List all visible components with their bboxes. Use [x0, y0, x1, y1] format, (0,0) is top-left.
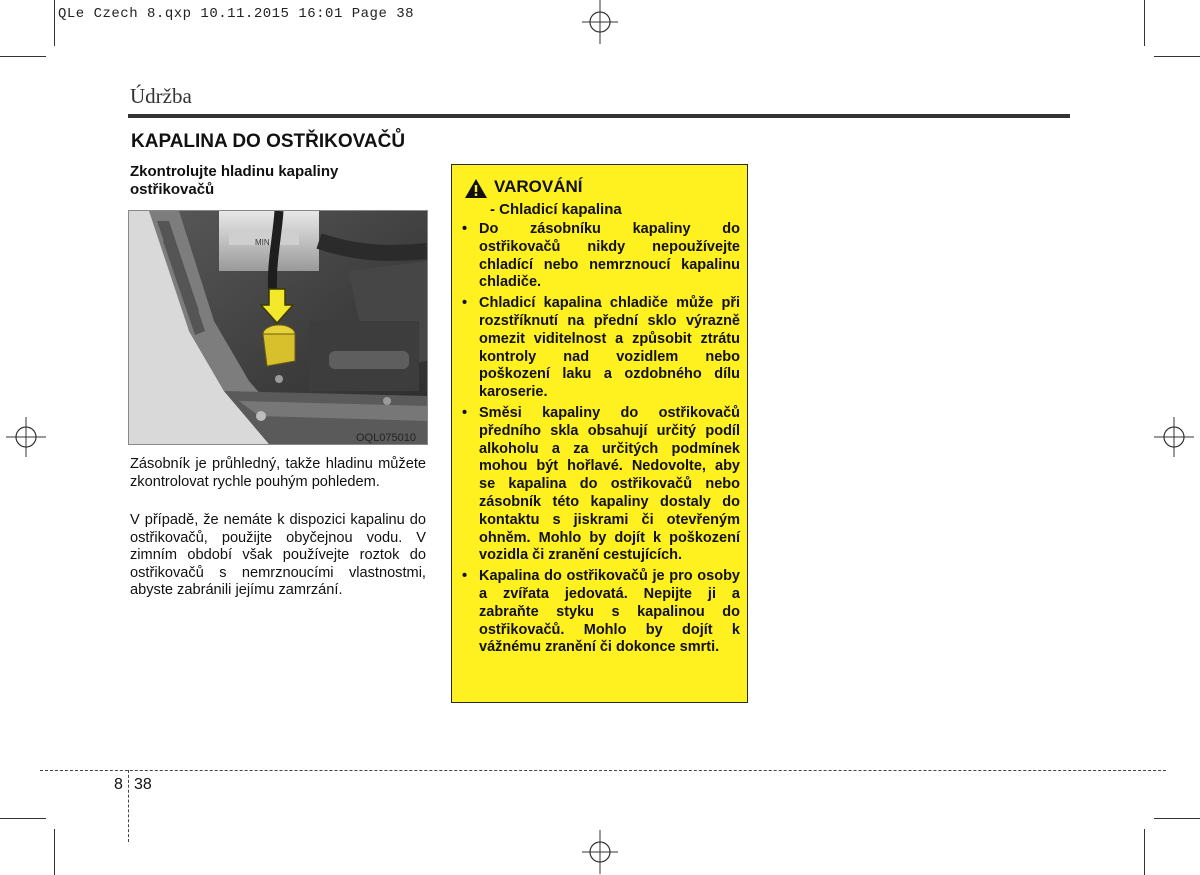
photo-embossed-label: MIN — [255, 238, 270, 247]
photo-code: OQL075010 — [356, 432, 416, 444]
warning-box — [451, 164, 748, 703]
trim-mark — [54, 829, 55, 875]
trim-mark — [1144, 829, 1145, 875]
body-paragraph: Zásobník je průhledný, takže hladinu můžete zkontrolovat rychle pouhým pohledem. — [130, 456, 426, 490]
warning-item — [461, 221, 740, 292]
trim-mark — [0, 56, 46, 57]
warning-triangle-icon — [464, 178, 488, 199]
registration-mark-icon — [578, 830, 622, 874]
section-rule — [128, 114, 1070, 118]
chapter-number: 8 — [114, 776, 123, 793]
page-number: 38 — [134, 776, 152, 793]
subheading: Zkontrolujte hladinu kapaliny ostřikovačů — [130, 163, 339, 198]
warning-item — [461, 568, 740, 657]
bullet: • — [462, 295, 468, 312]
warning-item-text: Chladicí kapalina chladiče může při rozstříknutí na přední sklo výrazně omezit viditelnost a způsobit ztrátu kontroly nad vozidlem nebo poškození laku a ozdobného dílu karoserie. — [479, 295, 740, 401]
bullet: • — [462, 568, 468, 585]
body-paragraph: V případě, že nemáte k dispozici kapalinu do ostřikovačů, použijte obyčejnou vodu. V zimním období však používejte roztok do ostřikovačů s nemrznoucími vlastnostmi, abyste zabránili jejímu zamrzání. — [130, 512, 426, 599]
page-heading: KAPALINA DO OSTŘIKOVAČŮ — [131, 131, 406, 152]
registration-mark-icon — [1154, 415, 1194, 459]
trim-mark — [1144, 0, 1145, 46]
washer-reservoir-photo — [128, 210, 428, 445]
warning-item-text: Směsi kapaliny do ostřikovačů předního skla obsahují určitý podíl alkoholu a za určitých podmínek mohou být hořlavé. Nedovolte, aby se kapalina do ostřikovačů nebo zásobník této kapaliny dostaly do kontaktu s jiskrami či otevřeným ohněm. Mohlo by dojít k poškození vozidla či zranění cestujících. — [479, 404, 740, 564]
registration-mark-icon — [6, 415, 46, 459]
trim-mark — [1154, 56, 1200, 57]
footer-rule — [40, 770, 1166, 771]
engine-bay-illustration — [129, 211, 427, 444]
section-title: Údržba — [130, 84, 192, 108]
trim-mark — [1154, 818, 1200, 819]
registration-mark-icon — [578, 0, 622, 44]
bullet: • — [462, 221, 468, 237]
warning-list — [461, 221, 740, 660]
trim-mark — [54, 0, 55, 46]
footer-divider — [128, 770, 129, 842]
trim-mark — [0, 818, 46, 819]
warning-item-text: Do zásobníku kapaliny do ostřikovačů nikdy nepoužívejte chladící nebo nemrznoucí kapalinu chladiče. — [479, 221, 740, 291]
warning-item-text: Kapalina do ostřikovačů je pro osoby a zvířata jedovatá. Nepijte ji a zabraňte styku s kapalinou do ostřikovačů. Mohlo by dojít k vážnému zranění či dokonce smrti. — [479, 568, 740, 656]
print-metadata: QLe Czech 8.qxp 10.11.2015 16:01 Page 38 — [58, 6, 415, 22]
bullet: • — [462, 404, 468, 421]
warning-item — [461, 295, 740, 402]
warning-subtitle: - Chladicí kapalina — [490, 201, 622, 218]
warning-item — [461, 405, 740, 565]
warning-title: VAROVÁNÍ — [494, 177, 583, 196]
